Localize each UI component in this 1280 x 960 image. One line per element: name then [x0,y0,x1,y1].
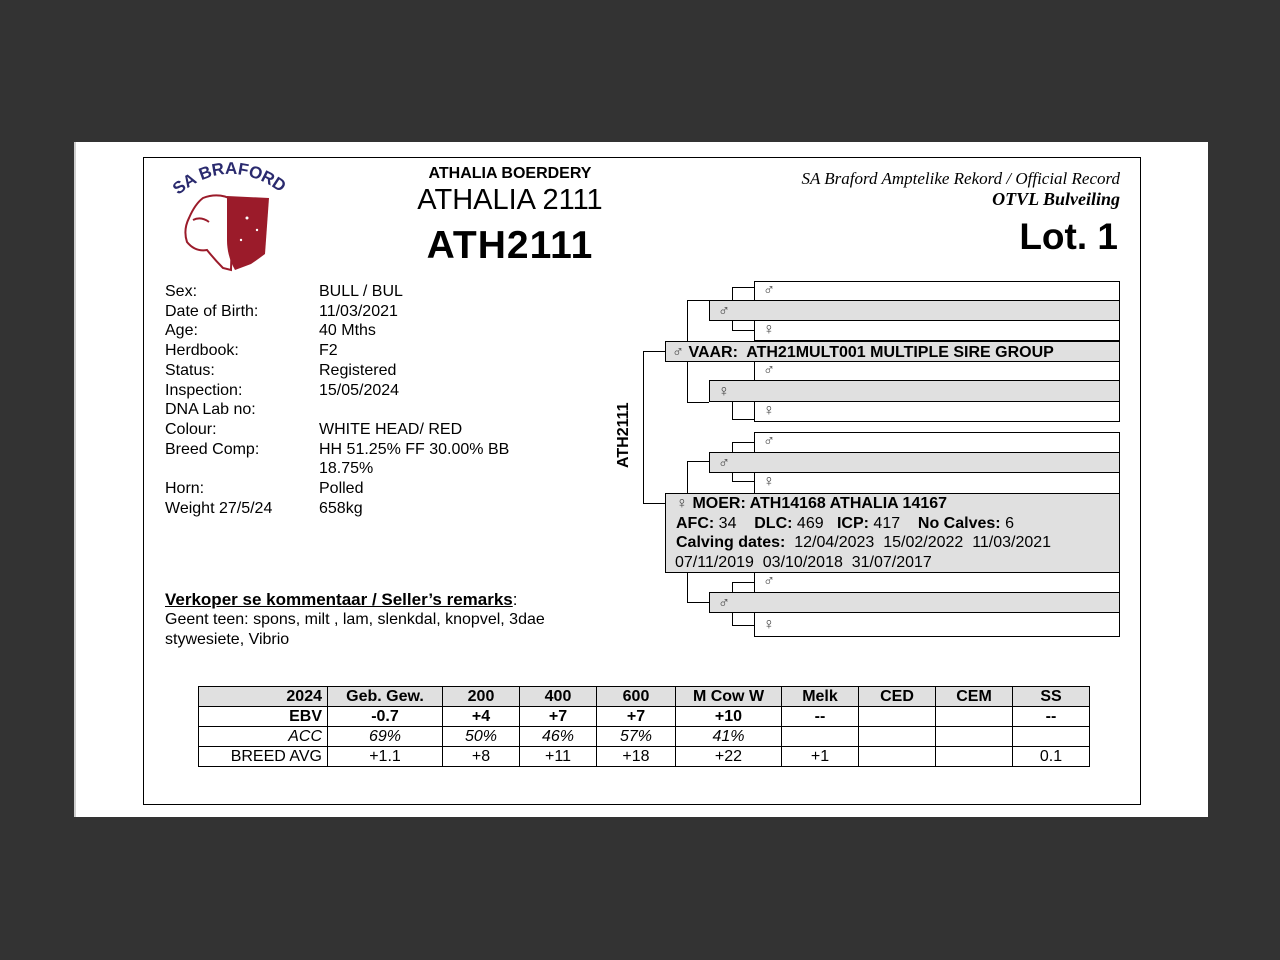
female-icon: ♀ [763,402,775,419]
table-row [199,707,1090,727]
icp-label: ICP: [836,514,869,532]
pedigree-sire-dam-sire [754,361,1120,381]
table-header: 600 [597,687,676,707]
pedigree-connector [732,442,754,443]
pedigree-connector [732,582,754,583]
table-cell: +7 [597,707,676,727]
table-cell [936,747,1013,767]
male-icon: ♂ [763,282,775,299]
pedigree-dam-dam-dam [754,612,1120,637]
table-cell: +22 [676,747,782,767]
table-cell: 0.1 [1013,747,1090,767]
lot-number: Lot. 1 [1019,216,1118,257]
detail-row [165,361,549,381]
table-cell [859,707,936,727]
table-row [199,727,1090,747]
pedigree-connector [732,419,754,420]
detail-label: Weight 27/5/24 [165,499,273,517]
table-cell [936,727,1013,747]
sa-braford-logo [165,160,290,275]
dam-prefix: MOER: [692,495,746,512]
male-icon: ♂ [672,344,684,361]
female-icon: ♀ [763,616,775,633]
pedigree-connector [687,461,688,493]
pedigree-dam-dam [709,592,1120,613]
farm-name: ATHALIA BOERDERY [428,165,592,182]
pedigree-sire [665,341,1120,362]
detail-row [165,420,549,440]
dlc-label: DLC: [754,514,793,532]
calving-dates-line2: 07/11/2019 03/10/2018 31/07/2017 [675,553,932,571]
table-header: 400 [520,687,597,707]
pedigree-animal-label: ATH2111 [615,402,632,468]
table-cell: +7 [520,707,597,727]
table-cell: EBV [199,707,328,727]
pedigree-sire-dam-dam [754,401,1120,422]
female-icon: ♀ [763,321,775,338]
dam-name: ATH14168 ATHALIA 14167 [749,495,948,512]
table-cell: 57% [597,727,676,747]
detail-label: Status: [165,361,215,379]
ebv-table [198,686,1090,767]
table-header: M Cow W [676,687,782,707]
pedigree-sire-sire-dam [754,320,1120,341]
table-header: 200 [443,687,520,707]
table-cell: BREED AVG [199,747,328,767]
detail-label: Horn: [165,480,205,498]
detail-label: Sex: [165,283,198,300]
table-cell: -- [1013,707,1090,727]
remarks-heading: Verkoper se kommentaar / Seller’s remarks [165,590,513,609]
table-cell [859,727,936,747]
male-icon: ♂ [718,595,730,612]
male-icon: ♂ [763,433,775,450]
table-cell: +1 [782,747,859,767]
pedigree-connector [687,572,688,602]
icp-value: 417 [873,514,901,532]
pedigree-connector [643,351,644,503]
table-cell: 41% [676,727,782,747]
table-cell: -0.7 [328,707,443,727]
afc-value: 34 [718,514,737,532]
pedigree-connector [643,351,665,352]
detail-label: Colour: [165,420,217,438]
table-cell: 69% [328,727,443,747]
pedigree-sire-dam [709,380,1120,402]
calves-value: 6 [1005,514,1014,532]
detail-label: Breed Comp: [165,440,260,458]
detail-row [165,440,549,479]
detail-value [319,400,549,420]
male-icon: ♂ [763,362,775,379]
table-cell: +4 [443,707,520,727]
detail-row [165,321,549,341]
detail-row [165,341,549,361]
table-cell [1013,727,1090,747]
detail-row [165,400,549,420]
remarks-title [165,590,518,610]
pedigree-sire-sire-sire [754,281,1120,301]
table-header: SS [1013,687,1090,707]
table-header: 2024 [199,687,328,707]
detail-row [165,499,549,519]
detail-row [165,282,549,302]
sire-name: ATH21MULT001 MULTIPLE SIRE GROUP [746,344,1054,361]
female-icon: ♀ [718,383,730,400]
table-cell: ACC [199,727,328,747]
table-header: Melk [782,687,859,707]
sale-name: OTVL Bulveiling [992,189,1120,209]
table-cell [859,747,936,767]
pedigree-connector [687,402,709,403]
detail-row [165,302,549,322]
svg-text:SA BRAFORD [169,160,289,198]
detail-value: BULL / BUL [319,283,403,300]
pedigree-connector [687,461,709,462]
pedigree-dam-sire [709,452,1120,473]
table-cell: +8 [443,747,520,767]
male-icon: ♂ [763,573,775,590]
detail-value: HH 51.25% FF 30.00% BB 18.75% [319,440,510,478]
official-record-line: SA Braford Amptelike Rekord / Official Record [801,169,1120,188]
detail-value: WHITE HEAD/ RED [319,420,463,438]
table-header-row [199,687,1090,707]
pedigree-dam [665,493,1120,573]
table-cell [782,727,859,747]
calves-label: No Calves: [917,514,1001,532]
dlc-value: 469 [796,514,824,532]
table-header: Geb. Gew. [328,687,443,707]
pedigree-connector [687,300,709,301]
pedigree-connector [643,503,665,504]
logo-text: SA BRAFORD [169,160,290,199]
table-cell: -- [782,707,859,727]
detail-label: Herdbook: [165,342,239,360]
pedigree-sire-sire [709,300,1120,321]
table-cell: 46% [520,727,597,747]
detail-label: Inspection: [165,381,243,399]
pedigree-dam-sire-sire [754,432,1120,453]
table-row [199,747,1090,767]
detail-value: F2 [319,342,338,360]
table-cell: +10 [676,707,782,727]
table-header: CED [859,687,936,707]
detail-row [165,381,549,401]
detail-value: Polled [319,480,364,498]
remarks-text: Geent teen: spons, milt , lam, slenkdal, knopvel, 3dae stywesiete, Vibrio [165,611,545,648]
detail-value: 11/03/2021 [319,302,398,320]
detail-row [165,479,549,499]
pedigree-connector [732,625,754,626]
pedigree-connector [687,602,709,603]
female-icon: ♀ [763,473,775,490]
pedigree-connector [732,287,754,288]
table-header: CEM [936,687,1013,707]
pedigree-dam-sire-dam [754,472,1120,494]
animal-name: ATHALIA 2111 [417,184,603,216]
female-icon: ♀ [676,495,688,512]
calving-dates-line1: 12/04/2023 15/02/2022 11/03/2021 [794,534,1052,551]
detail-value: Registered [319,361,397,379]
pedigree-dam-dam-sire [754,572,1120,593]
detail-label: Date of Birth: [165,302,259,320]
pedigree-connector [732,481,754,482]
table-cell: +1.1 [328,747,443,767]
table-cell: +18 [597,747,676,767]
detail-value: 658kg [319,499,363,517]
animal-details [165,282,549,518]
remarks-colon: : [512,590,518,609]
pedigree-connector [732,330,754,331]
sire-prefix: VAAR: [688,344,738,361]
animal-id: ATH2111 [426,224,594,267]
male-icon: ♂ [718,455,730,472]
detail-value: 40 Mths [319,322,376,340]
table-cell: +11 [520,747,597,767]
detail-label: DNA Lab no: [165,401,256,419]
male-icon: ♂ [718,303,730,320]
afc-label: AFC: [676,514,715,532]
table-cell [936,707,1013,727]
detail-label: Age: [165,322,198,340]
table-cell: 50% [443,727,520,747]
calving-label: Calving dates: [676,534,786,551]
detail-value: 15/05/2024 [319,381,400,399]
